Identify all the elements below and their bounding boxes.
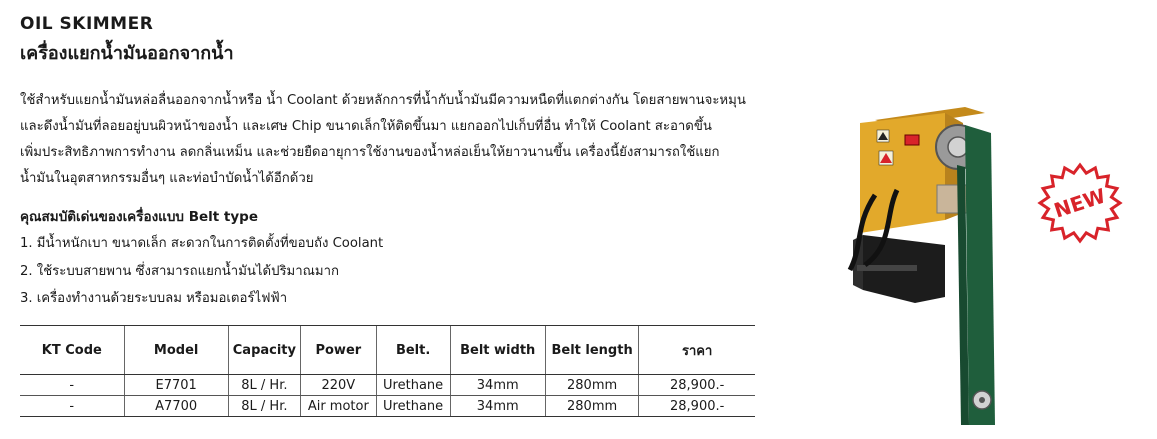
header-belt-width: Belt width (450, 326, 545, 375)
cell-capacity: 8L / Hr. (228, 375, 300, 396)
starburst-new-badge (1030, 160, 1130, 245)
cell-belt-length: 280mm (545, 396, 638, 417)
cell-belt-length: 280mm (545, 375, 638, 396)
description-line: เพิ่มประสิทธิภาพการทำงาน ลดกลิ่นเหม็น และช่วยยืดอายุการใช้งานของน้ำหล่อเย็นให้ยาวนานขึ้น เครื่องนี้ยังสามารถใช้แยก (20, 145, 720, 160)
badge-text: NEW (1051, 183, 1109, 223)
description-line: ใช้สำหรับแยกน้ำมันหล่อลื่นออกจากน้ำหรือ น้ำ Coolant ด้วยหลักการที่น้ำกับน้ำมันมีความหนืดที่แตกต่างกัน โดยสายพานจะหมุน (20, 93, 746, 108)
cell-capacity: 8L / Hr. (228, 396, 300, 417)
features-title: คุณสมบัติเด่นของเครื่องแบบ Belt type (20, 209, 259, 225)
cell-belt: Urethane (376, 375, 450, 396)
feature-item: 3. เครื่องทำงานด้วยระบบลม หรือมอเตอร์ไฟฟ้า (20, 291, 288, 306)
header-model: Model (124, 326, 228, 375)
description (20, 88, 790, 192)
feature-item: 2. ใช้ระบบสายพาน ซึ่งสามารถแยกน้ำมันได้ปริมาณมาก (20, 263, 339, 279)
cell-belt-width: 34mm (450, 396, 545, 417)
header-kt-code: KT Code (20, 326, 124, 375)
description-line: น้ำมันในอุตสาหกรรมอื่นๆ และท่อบำบัดน้ำได้อีกด้วย (20, 171, 314, 186)
table-row (20, 375, 755, 396)
header-price: ราคา (639, 326, 755, 375)
header-power: Power (301, 326, 377, 375)
cell-belt-width: 34mm (450, 375, 545, 396)
spec-table (20, 325, 755, 417)
table-row (20, 396, 755, 417)
description-line: และดึงน้ำมันที่ลอยอยู่บนผิวหน้าของน้ำ และเศษ Chip ขนาดเล็กให้ติดขึ้นมา แยกออกไปเก็บที่อื่น ทำให้ Coolant สะอาดขึ้น (20, 119, 712, 134)
cell-power: 220V (301, 375, 377, 396)
cell-belt: Urethane (376, 396, 450, 417)
features-list (20, 230, 383, 313)
cell-price: 28,900.- (639, 375, 755, 396)
feature-item: 1. มีน้ำหนักเบา ขนาดเล็ก สะดวกในการติดตั้งที่ขอบถัง Coolant (20, 236, 384, 251)
cell-kt-code: - (20, 375, 124, 396)
header-belt: Belt. (376, 326, 450, 375)
header-capacity: Capacity (228, 326, 300, 375)
cell-model: A7700 (124, 396, 228, 417)
table-header-row (20, 326, 755, 375)
cell-price: 28,900.- (639, 396, 755, 417)
header-belt-length: Belt length (545, 326, 638, 375)
oil-skimmer-machine-image (845, 95, 1025, 430)
page-title-th: เครื่องแยกน้ำมันออกจากน้ำ (20, 43, 234, 64)
cell-kt-code: - (20, 396, 124, 417)
page-title-en: OIL SKIMMER (20, 14, 154, 34)
cell-power: Air motor (301, 396, 377, 417)
cell-model: E7701 (124, 375, 228, 396)
